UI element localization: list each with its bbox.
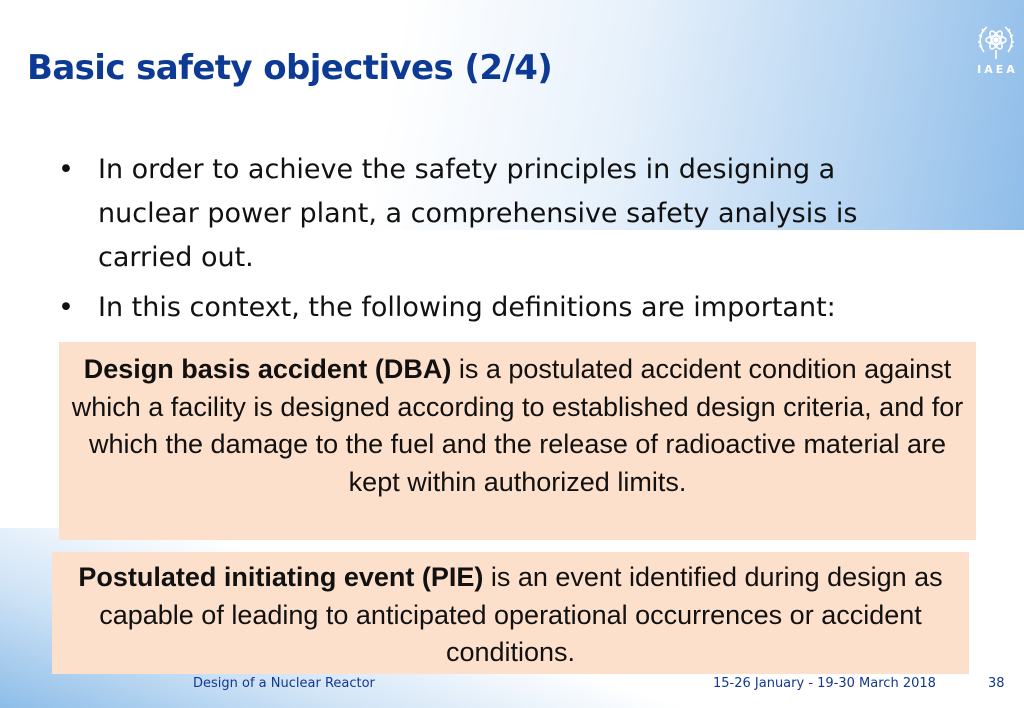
definition-text: is a postulated accident condition against which a facility is designed according to established design criteria, and for which the damage to the fuel and the release of radioactive material are kept within authorized limits.	[71, 354, 964, 497]
footer-course: Design of a Nuclear Reactor	[193, 676, 375, 691]
definition-term: Postulated initiating event (PIE)	[78, 562, 484, 592]
iaea-logo	[970, 22, 1022, 82]
bullet-marker: •	[58, 292, 74, 323]
bullet-item	[58, 148, 938, 280]
footer-dates: 15-26 January - 19-30 March 2018	[713, 676, 936, 691]
bullet-item	[58, 286, 938, 330]
iaea-logo-icon	[970, 22, 1022, 62]
page-number: 38	[988, 676, 1005, 691]
slide-title: Basic safety objectives (2/4)	[27, 48, 553, 88]
bullet-marker: •	[58, 154, 74, 185]
definition-box-pie	[52, 552, 969, 674]
bullet-text: In this context, the following definitions are important:	[98, 292, 836, 323]
logo-text: IAEA	[977, 63, 1018, 76]
bullet-text: In order to achieve the safety principles in designing a nuclear power plant, a comprehensive safety analysis is carried out.	[98, 154, 858, 273]
definition-text: is an event identified during design as capable of leading to anticipated operational occurrences or accident conditions.	[99, 562, 943, 667]
definition-term: Design basis accident (DBA)	[83, 354, 452, 384]
bullet-list	[58, 148, 938, 336]
definition-box-dba	[59, 342, 976, 540]
